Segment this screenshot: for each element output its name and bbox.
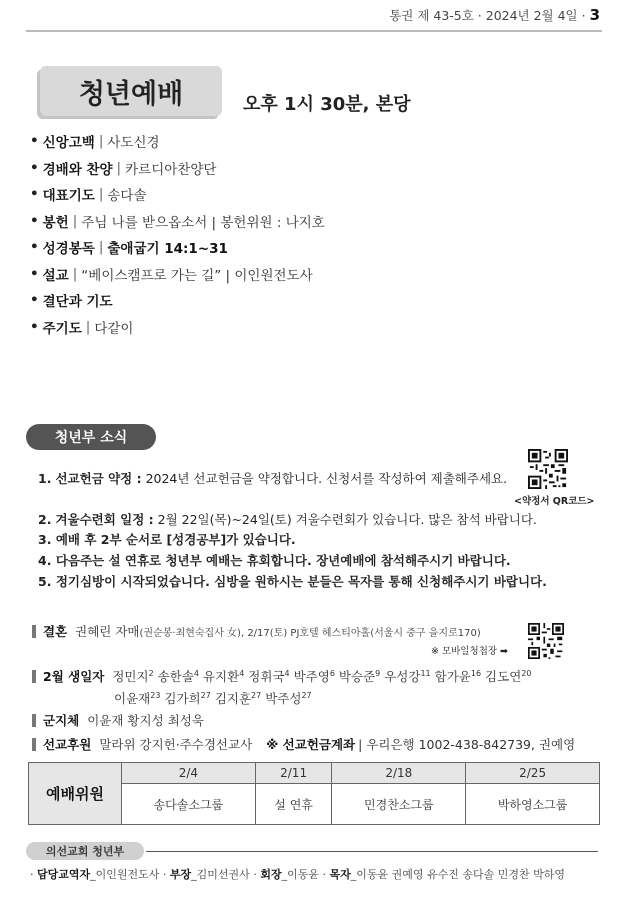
- staff-name: _이인원전도사: [90, 868, 160, 881]
- order-value: 주님 나를 받으옵소서 | 봉헌위원 : 나지호: [81, 214, 325, 231]
- news-number: 3.: [38, 532, 52, 547]
- separator: |: [98, 239, 104, 256]
- row-marker: [32, 625, 36, 638]
- birthday-day: 20: [521, 668, 532, 678]
- wedding-row: [32, 622, 481, 640]
- bullet: •: [30, 318, 39, 335]
- bullet: •: [30, 133, 39, 150]
- birthday-list-1: [112, 667, 531, 685]
- duty-group: 송다솔소그룹: [122, 784, 256, 825]
- pledge-qr-code-icon[interactable]: [528, 449, 568, 489]
- birthday-day: 4: [239, 668, 245, 678]
- birthday-name: 김도연: [485, 669, 522, 684]
- duty-group: 민경찬소그룹: [332, 784, 466, 825]
- birthday-list-2: [114, 689, 312, 707]
- order-item: [30, 181, 325, 208]
- worship-duty-table: [28, 762, 600, 825]
- news-item: [38, 469, 507, 487]
- order-item: [30, 234, 325, 261]
- staff-bullet: ·: [162, 868, 167, 881]
- order-label: 봉헌: [42, 214, 69, 231]
- military-label: 군지체: [43, 713, 80, 728]
- order-value: “베이스캠프로 가는 길” | 이인원전도사: [81, 267, 313, 284]
- news-item: [38, 510, 537, 528]
- separator: |: [72, 212, 78, 229]
- birthday-name: 김지훈: [214, 691, 252, 706]
- row-marker: [32, 714, 36, 727]
- duty-date: 2/4: [122, 763, 256, 784]
- mission-account-label: ※ 선교헌금계좌: [266, 737, 356, 752]
- table-row: [29, 763, 600, 784]
- birthday-day: 23: [150, 690, 161, 700]
- order-item: [30, 314, 325, 341]
- separator: |: [98, 186, 104, 203]
- birthday-name: 이윤재: [114, 691, 151, 706]
- news-number: 2.: [38, 512, 52, 527]
- staff-bullet: ·: [253, 868, 257, 881]
- birthday-name: 김가희: [164, 691, 201, 706]
- staff-role: 담당교역자: [37, 868, 91, 881]
- military-row: [32, 711, 204, 729]
- bullet: •: [30, 186, 39, 203]
- birthday-day: 11: [420, 668, 431, 678]
- birthday-name: 박승준: [338, 669, 376, 684]
- order-label: 성경봉독: [42, 241, 95, 258]
- mission-label: 선교후원: [43, 737, 92, 752]
- birthday-name: 유지환: [202, 669, 240, 684]
- service-time: 오후 1시 30분, 본당: [243, 94, 411, 115]
- birthday-name: 송한솔: [157, 669, 194, 684]
- wedding-label: 결혼: [43, 624, 68, 639]
- mission-account: | 우리은행 1002-438-842739, 권예영: [358, 737, 576, 752]
- news-text: 2월 22일(목)~24일(토) 겨울수련회가 있습니다. 많은 참석 바랍니다.: [153, 512, 537, 527]
- order-item: [30, 208, 325, 235]
- duty-date: 2/18: [332, 763, 466, 784]
- birthday-name: 정민지: [112, 669, 149, 684]
- news-item: [38, 572, 547, 590]
- order-item: [30, 287, 325, 314]
- order-value: 사도신경: [107, 135, 160, 152]
- order-value: 카르디아찬양단: [125, 161, 217, 178]
- birthday-day: 6: [329, 668, 335, 678]
- order-label: 주기도: [42, 320, 82, 337]
- order-item: [30, 261, 325, 288]
- military-names: 이윤재 황지성 최성욱: [87, 713, 204, 728]
- birthday-name: 정휘국: [248, 669, 285, 684]
- news-section-title: 청년부 소식: [26, 424, 156, 450]
- pledge-qr-caption: <약정서 QR코드>: [514, 496, 595, 507]
- order-label: 설교: [42, 267, 69, 284]
- duty-date: 2/25: [466, 763, 600, 784]
- order-value: 출애굽기 14:1~31: [107, 241, 228, 258]
- birthday-day: 4: [284, 668, 290, 678]
- duty-table-header: 예배위원: [29, 763, 122, 825]
- staff-bullet: ·: [30, 868, 34, 881]
- row-marker: [32, 738, 36, 751]
- page-number: 3: [589, 6, 600, 24]
- news-heading: 선교헌금 약정 :: [55, 471, 142, 486]
- birthday-name: 우성강: [384, 669, 421, 684]
- duty-date: 2/11: [255, 763, 332, 784]
- staff-bullet: ·: [322, 868, 326, 881]
- news-item: [38, 530, 296, 548]
- staff-list: [30, 866, 565, 882]
- order-label: 결단과 기도: [42, 294, 113, 311]
- bullet: •: [30, 159, 39, 176]
- order-value: 송다솔: [107, 188, 147, 205]
- bullet: •: [30, 292, 39, 309]
- wedding-name: 권혜린 자매: [75, 624, 140, 639]
- birthday-day: 9: [375, 668, 381, 678]
- birthday-day: 27: [200, 690, 211, 700]
- row-marker: [32, 670, 36, 683]
- news-text: 정기심방이 시작되었습니다. 심방을 원하시는 분들은 목자를 통해 신청해주시기 바랍니다.: [55, 574, 547, 589]
- order-label: 신앙고백: [42, 135, 95, 152]
- order-item: [30, 128, 325, 155]
- birthday-day: 27: [251, 690, 262, 700]
- worship-order-list: [30, 128, 325, 340]
- order-label: 경배와 찬양: [42, 161, 113, 178]
- news-number: 5.: [38, 574, 52, 589]
- wedding-qr-code-icon[interactable]: [528, 623, 564, 659]
- birthday-day: 16: [470, 668, 482, 678]
- separator: |: [85, 318, 91, 335]
- separator: |: [98, 133, 104, 150]
- birthday-name: 박주영: [293, 669, 330, 684]
- staff-role: 회장: [260, 868, 282, 881]
- bullet: •: [30, 239, 39, 256]
- duty-group: 설 연휴: [255, 784, 332, 825]
- order-label: 대표기도: [42, 188, 95, 205]
- staff-name: _이동윤 권예영 유수진 송다솔 민경찬 박하영: [350, 868, 565, 881]
- staff-role: 부장: [169, 868, 192, 881]
- bullet: •: [30, 212, 39, 229]
- news-text: 2024년 선교헌금을 약정합니다. 신청서를 작성하여 제출해주세요.: [141, 471, 508, 486]
- service-title: 청년예배: [40, 66, 222, 116]
- birthday-row: [32, 667, 531, 685]
- issue-info: 통권 제 43-5호 · 2024년 2월 4일 ·: [389, 8, 586, 23]
- order-value: 다같이: [94, 320, 134, 337]
- news-item: [38, 551, 511, 569]
- staff-name: _김미선권사: [191, 868, 250, 881]
- news-number: 4.: [38, 553, 52, 568]
- header-divider: [26, 30, 602, 32]
- birthday-name: 박주성: [265, 691, 302, 706]
- bullet: •: [30, 265, 39, 282]
- news-number: 1.: [38, 471, 52, 486]
- birthday-label: 2월 생일자: [43, 669, 105, 684]
- birthday-row-2: [114, 689, 312, 707]
- mission-missionaries: 말라위 강지헌·주수경선교사: [99, 737, 253, 752]
- news-heading: 겨울수련회 일정 :: [55, 512, 154, 527]
- issue-header: [389, 6, 600, 24]
- footer-divider: [146, 851, 598, 852]
- mobile-invitation-caption: ※ 모바일청첩장 ➡: [431, 646, 509, 657]
- order-item: [30, 155, 325, 182]
- mission-row: [32, 735, 575, 753]
- separator: |: [72, 265, 78, 282]
- news-text: 예배 후 2부 순서로 [성경공부]가 있습니다.: [55, 532, 296, 547]
- wedding-detail: (권순봉·최현숙집사 女), 2/17(토) PJ호텔 헤스티아홀(서울시 중구 을지로170): [139, 627, 481, 639]
- birthday-day: 27: [301, 690, 312, 700]
- news-text: 다음주는 설 연휴로 청년부 예배는 휴회합니다. 장년예배에 참석해주시기 바랍니다.: [55, 553, 511, 568]
- separator: |: [116, 159, 122, 176]
- organization-badge: 의선교회 청년부: [26, 842, 144, 860]
- birthday-name: 함가윤: [434, 669, 471, 684]
- birthday-day: 4: [193, 668, 199, 678]
- duty-group: 박하영소그룹: [466, 784, 600, 825]
- staff-role: 목자: [329, 868, 351, 881]
- birthday-day: 2: [148, 668, 154, 678]
- staff-name: _이동윤: [281, 868, 319, 881]
